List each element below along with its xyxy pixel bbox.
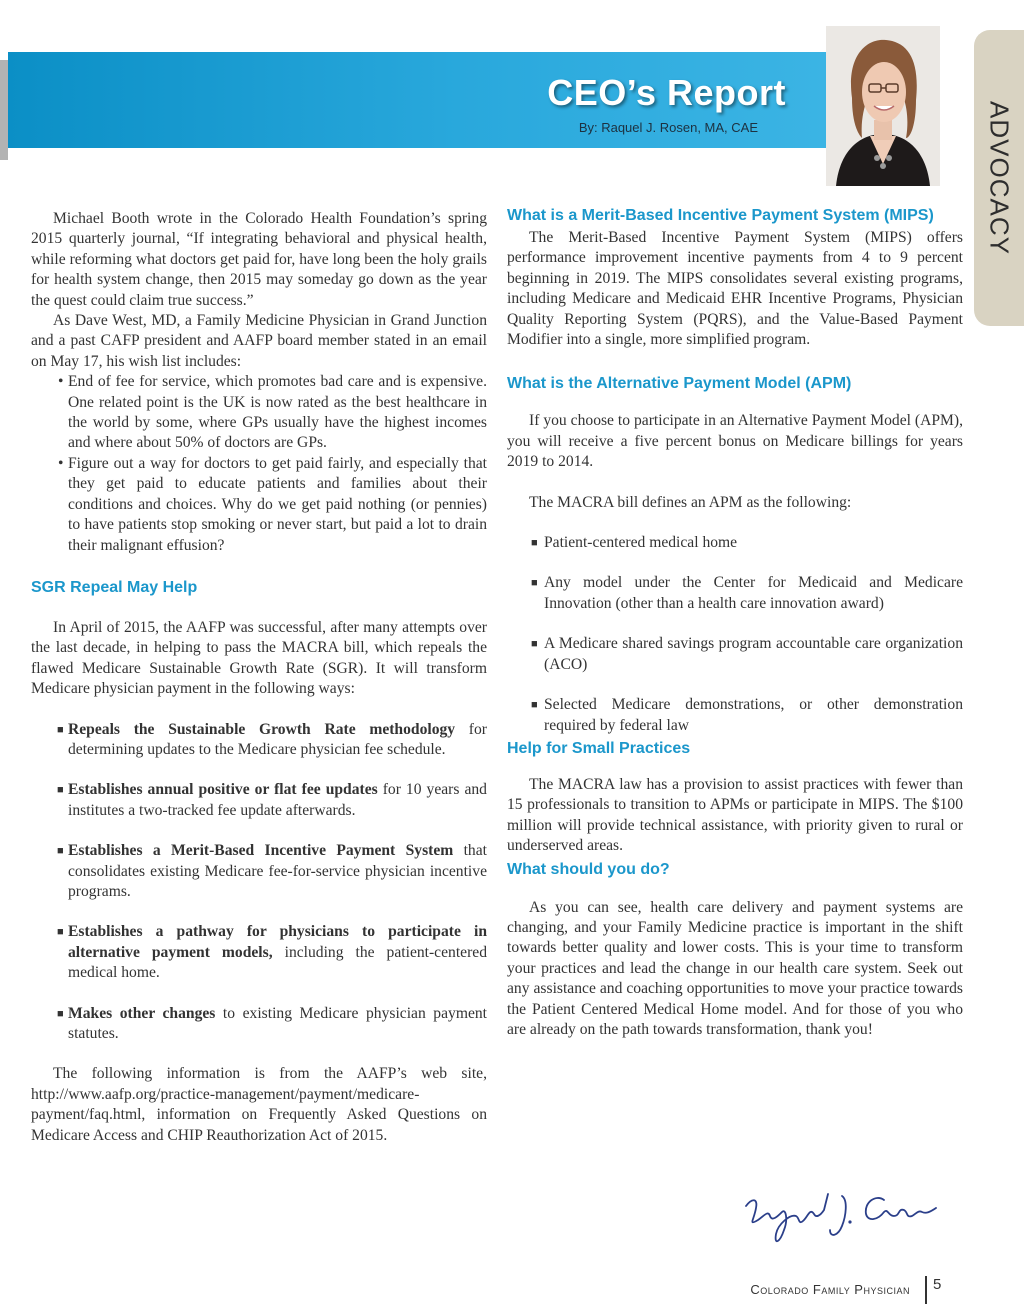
bullet-square-icon: ■ bbox=[57, 926, 64, 939]
what-to-do-heading: What should you do? bbox=[507, 860, 670, 878]
author-signature bbox=[738, 1186, 948, 1256]
bullet-square-icon: ■ bbox=[57, 1007, 64, 1020]
west-paragraph: As Dave West, MD, a Family Medicine Physician in Grand Junction and a past CAFP president and AAFP board member stated in an email on May 17, his wish list includes: bbox=[31, 312, 487, 370]
bullet-square-icon: ■ bbox=[531, 577, 538, 590]
apm-list-item bbox=[507, 573, 963, 614]
small-practices-heading: Help for Small Practices bbox=[507, 739, 691, 757]
advocacy-section-tab bbox=[974, 30, 1024, 326]
apm-list-item bbox=[507, 634, 963, 675]
bullet-dot-icon: • bbox=[58, 373, 64, 391]
sgr-item-bold: Makes other changes bbox=[68, 1004, 216, 1022]
sgr-list-item bbox=[31, 1004, 487, 1045]
apm-item-text: Any model under the Center for Medicaid and Medicare Innovation (other than a health care innovation award) bbox=[544, 574, 963, 612]
apm-item-text: A Medicare shared savings program accountable care organization (ACO) bbox=[544, 635, 963, 673]
page-title: CEO’s Report bbox=[547, 72, 786, 113]
author-portrait bbox=[826, 26, 940, 186]
apm-definition-intro: The MACRA bill defines an APM as the following: bbox=[529, 493, 852, 511]
apm-item-text: Selected Medicare demonstrations, or other demonstration required by federal law bbox=[544, 696, 963, 734]
sgr-list-item bbox=[31, 780, 487, 821]
apm-heading: What is the Alternative Payment Model (APM) bbox=[507, 375, 852, 393]
author-photo bbox=[826, 26, 940, 186]
apm-list-item bbox=[507, 695, 963, 736]
header-banner bbox=[8, 52, 826, 148]
page-number: 5 bbox=[933, 1276, 942, 1293]
sgr-item-bold: Establishes a pathway for physicians to participate in alternative payment models, bbox=[68, 923, 487, 961]
wish-list-text: Figure out a way for doctors to get paid fairly, and especially that they get paid to educate patients and families about their conditions and choices. Why do we get paid nothing (or pennies) to have patients stop smoking or never start, but paid a lot to drain their malignant effusion? bbox=[68, 454, 487, 554]
signature-graphic bbox=[738, 1186, 948, 1256]
bullet-square-icon: ■ bbox=[531, 699, 538, 712]
sgr-item-bold: Establishes a Merit-Based Incentive Payment System bbox=[68, 842, 454, 860]
sgr-paragraph: In April of 2015, the AAFP was successful, after many attempts over the last decade, in helping to pass the MACRA bill, which repeals the flawed Medicare Sustainable Growth Rate (SGR). It will transform Medicare physician payment in the following ways: bbox=[31, 618, 487, 698]
wish-list-text: End of fee for service, which promotes bad care and is expensive. One related point is the UK is now rated as the best healthcare in the world by some, where GPs usually have the highest incomes and where about 50% of doctors are GPs. bbox=[68, 373, 487, 452]
wish-list-item bbox=[31, 454, 487, 556]
bullet-square-icon: ■ bbox=[531, 537, 538, 550]
sgr-item-text: for 10 years and institutes a two-tracked fee update afterwards. bbox=[68, 781, 487, 819]
footer-divider bbox=[925, 1276, 927, 1304]
page-edge-strip bbox=[0, 60, 8, 160]
bullet-square-icon: ■ bbox=[57, 845, 64, 858]
sgr-item-text: for determining updates to the Medicare physician fee schedule. bbox=[68, 720, 487, 758]
author-byline: By: Raquel J. Rosen, MA, CAE bbox=[578, 120, 758, 135]
intro-paragraph: Michael Booth wrote in the Colorado Health Foundation’s spring 2015 quarterly journal, “If integrating behavioral and physical health, while reforming what doctors get paid for, have long been the holy grails for health system change, then 2015 may someday go down as the year the quest could claim true success.” bbox=[31, 210, 487, 309]
bullet-square-icon: ■ bbox=[57, 723, 64, 736]
sgr-item-bold: Establishes annual positive or flat fee updates bbox=[68, 781, 378, 799]
advocacy-tab-label: ADVOCACY bbox=[984, 101, 1015, 255]
apm-item-text: Patient-centered medical home bbox=[544, 534, 738, 552]
apm-list-item bbox=[507, 533, 963, 553]
bullet-square-icon: ■ bbox=[531, 638, 538, 651]
small-practices-paragraph: The MACRA law has a provision to assist practices with fewer than 15 professionals to transition to APMs or participate in MIPS. The $100 million will provide technical assistance, with priority given to rural or underserved areas. bbox=[507, 775, 963, 855]
bullet-dot-icon: • bbox=[58, 454, 64, 472]
sgr-item-text: to existing Medicare physician payment statutes. bbox=[68, 1004, 487, 1042]
publication-name: Colorado Family Physician bbox=[750, 1282, 910, 1297]
sgr-item-bold: Repeals the Sustainable Growth Rate methodology bbox=[68, 720, 456, 738]
right-column bbox=[507, 205, 963, 1040]
sgr-list-item bbox=[31, 841, 487, 902]
sgr-list-item bbox=[31, 922, 487, 983]
sgr-item-text: that consolidates existing Medicare fee-for-service physician incentive programs. bbox=[68, 842, 487, 900]
page-footer bbox=[725, 1276, 1020, 1304]
mips-paragraph: The Merit-Based Incentive Payment System (MIPS) offers performance improvement incentive payments from 4 to 9 percent beginning in 2019. The MIPS consolidates several existing programs, including Medicare and Medicaid EHR Incentive Programs, Physician Quality Reporting System (PQRS), and the Value-Based Payment Modifier into a single, more simplified program. bbox=[507, 229, 963, 349]
bullet-square-icon: ■ bbox=[57, 784, 64, 797]
mips-heading: What is a Merit-Based Incentive Payment System (MIPS) bbox=[507, 207, 934, 224]
sgr-list-item bbox=[31, 720, 487, 761]
sgr-item-text: including the patient-centered medical home. bbox=[68, 943, 487, 982]
what-to-do-paragraph: As you can see, health care delivery and payment systems are changing, and your Family Medicine practice is important in the shift towards better quality and lower costs. This is your time to transform your practices and lead the change in our health care system. Seek out any assistance and coaching opportunities to move your practice towards the Patient Centered Medical Home model. And for those of you who are already on the path towards transformation, thank you! bbox=[507, 898, 963, 1038]
wish-list-item bbox=[31, 372, 487, 454]
aafp-source-paragraph: The following information is from the AAFP’s web site, http://www.aafp.org/practice-management/payment/medicare-payment/faq.html, information on Frequently Asked Questions on Medicare Access and CHIP Reauthorization Act of 2015. bbox=[31, 1065, 487, 1144]
left-column bbox=[31, 209, 487, 1146]
sgr-heading: SGR Repeal May Help bbox=[31, 578, 198, 596]
apm-paragraph: If you choose to participate in an Alternative Payment Model (APM), you will receive a five percent bonus on Medicare billings for years 2019 to 2014. bbox=[507, 412, 963, 471]
